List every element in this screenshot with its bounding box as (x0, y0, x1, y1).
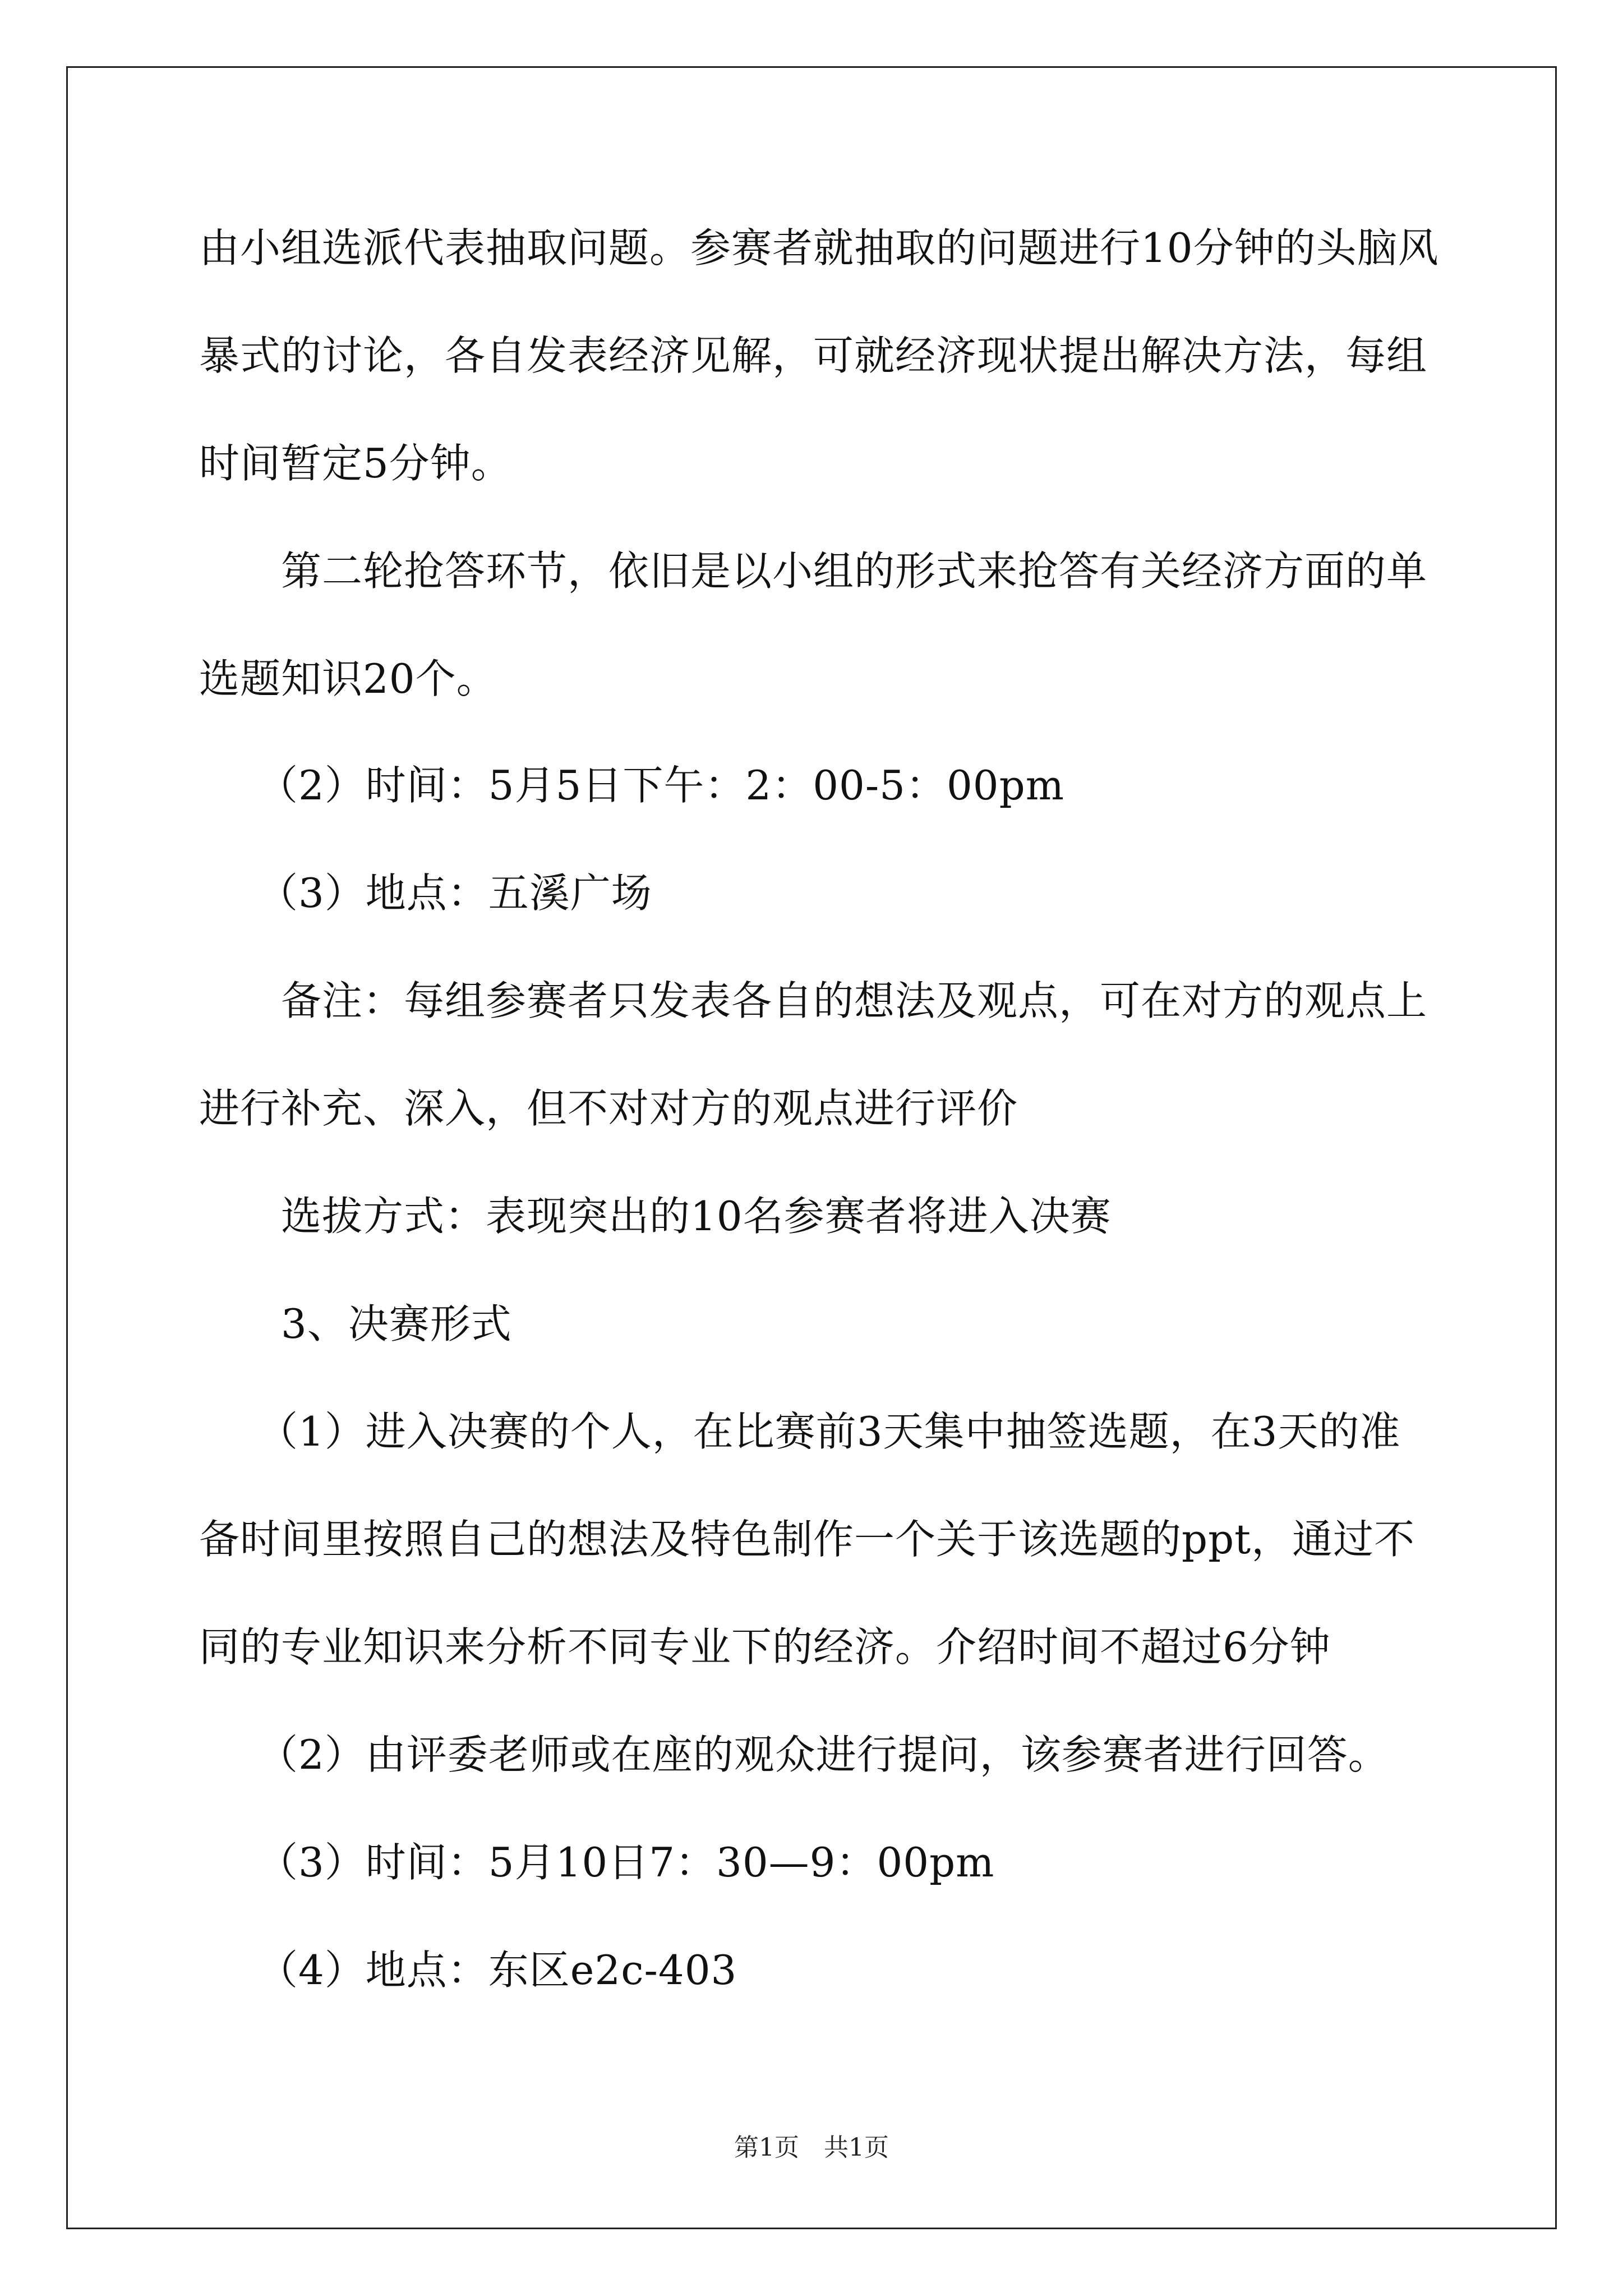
paragraph-6-line-1: 选拔方式：表现突出的10名参赛者将进入决赛 (281, 1193, 1112, 1240)
paragraph-2-line-2: 选题知识20个。 (199, 655, 497, 702)
paragraph-5-line-1: 备注：每组参赛者只发表各自的想法及观点，可在对方的观点上 (281, 977, 1428, 1024)
paragraph-8-line-3: 同的专业知识来分析不同专业下的经济。介绍时间不超过6分钟 (199, 1623, 1331, 1671)
paragraph-1-line-1: 由小组选派代表抽取问题。参赛者就抽取的问题进行10分钟的头脑风 (199, 224, 1439, 272)
page-footer: 第1页 共1页 (734, 2133, 889, 2162)
paragraph-1-line-3: 时间暂定5分钟。 (199, 440, 512, 487)
paragraph-7-line-1: 3、决赛形式 (281, 1300, 512, 1347)
paragraph-4-line-1: （3）地点：五溪广场 (257, 869, 652, 917)
paragraph-1-line-2: 暴式的讨论，各自发表经济见解，可就经济现状提出解决方法，每组 (199, 332, 1428, 379)
paragraph-2-line-1: 第二轮抢答环节，依旧是以小组的形式来抢答有关经济方面的单 (281, 547, 1428, 595)
paragraph-5-line-2: 进行补充、深入，但不对对方的观点进行评价 (199, 1085, 1018, 1132)
paragraph-8-line-2: 备时间里按照自己的想法及特色制作一个关于该选题的ppt，通过不 (199, 1516, 1415, 1563)
paragraph-11-line-1: （4）地点：东区e2c-403 (257, 1947, 737, 1994)
paragraph-8-line-1: （1）进入决赛的个人，在比赛前3天集中抽签选题，在3天的准 (257, 1408, 1401, 1455)
paragraph-3-line-1: （2）时间：5月5日下午：2：00-5：00pm (257, 762, 1064, 809)
paragraph-9-line-1: （2）由评委老师或在座的观众进行提问，该参赛者进行回答。 (257, 1731, 1389, 1778)
page-border (66, 66, 1557, 2229)
paragraph-10-line-1: （3）时间：5月10日7：30—9：00pm (257, 1839, 995, 1886)
